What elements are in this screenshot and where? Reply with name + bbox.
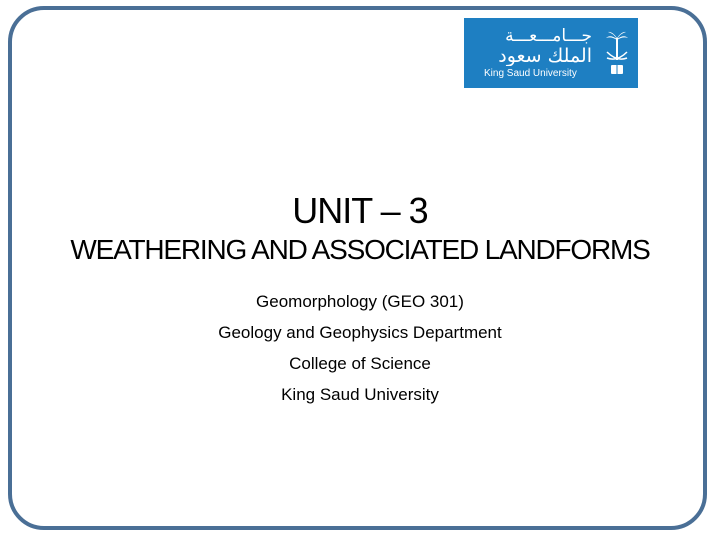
university-line: King Saud University bbox=[281, 385, 439, 404]
logo-arabic-text bbox=[474, 26, 592, 66]
subtitle-block bbox=[0, 286, 720, 410]
college-line: College of Science bbox=[289, 354, 431, 373]
palm-swords-emblem-icon bbox=[602, 28, 632, 78]
logo-arabic-line1: جـــامـــعـــة bbox=[505, 26, 592, 46]
university-logo bbox=[464, 18, 638, 88]
logo-english-text: King Saud University bbox=[484, 68, 577, 79]
course-line: Geomorphology (GEO 301) bbox=[256, 292, 464, 311]
slide-title: WEATHERING AND ASSOCIATED LANDFORMS bbox=[70, 234, 650, 265]
unit-heading: UNIT – 3 bbox=[292, 190, 428, 231]
department-line: Geology and Geophysics Department bbox=[218, 323, 502, 342]
logo-arabic-line2: الملك سعود bbox=[498, 45, 592, 66]
